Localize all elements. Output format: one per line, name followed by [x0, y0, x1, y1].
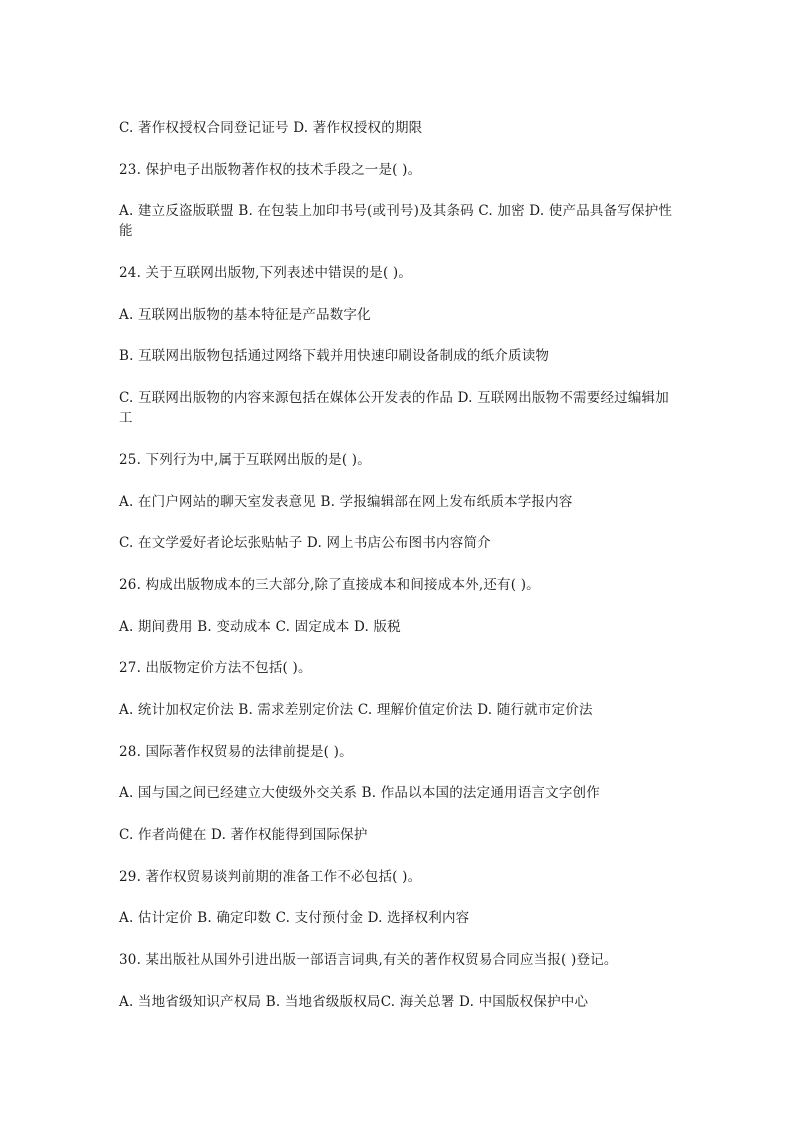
question-24-option-b: B. 互联网出版物包括通过网络下载并用快速印刷设备制成的纸介质读物	[119, 348, 550, 365]
question-28: 28. 国际著作权贸易的法律前提是( )。	[119, 743, 353, 760]
question-28-options-ab: A. 国与国之间已经建立大使级外交关系 B. 作品以本国的法定通用语言文字创作	[119, 785, 600, 802]
document-body	[119, 118, 679, 1033]
question-26: 26. 构成出版物成本的三大部分,除了直接成本和间接成本外,还有( )。	[119, 576, 540, 593]
question-23-options: A. 建立反盗版联盟 B. 在包装上加印书号(或刊号)及其条码 C. 加密 D. 使产品具备写保护性能	[119, 203, 673, 240]
question-27-options: A. 统计加权定价法 B. 需求差别定价法 C. 理解价值定价法 D. 随行就市定价法	[119, 701, 593, 718]
answer-options-line: C. 著作权授权合同登记证号 D. 著作权授权的期限	[119, 120, 423, 136]
question-30-options: A. 当地省级知识产权局 B. 当地省级版权局C. 海关总署 D. 中国版权保护中心	[119, 993, 589, 1010]
question-25: 25. 下列行为中,属于互联网出版的是( )。	[119, 451, 371, 468]
question-25-options-ab: A. 在门户网站的聊天室发表意见 B. 学报编辑部在网上发布纸质本学报内容	[119, 493, 573, 510]
question-25-options-cd: C. 在文学爱好者论坛张贴帖子 D. 网上书店公布图书内容简介	[119, 535, 491, 552]
question-24-option-a: A. 互联网出版物的基本特征是产品数字化	[119, 306, 371, 323]
question-24: 24. 关于互联网出版物,下列表述中错误的是( )。	[119, 265, 413, 282]
question-23: 23. 保护电子出版物著作权的技术手段之一是( )。	[119, 161, 422, 178]
question-29: 29. 著作权贸易谈判前期的准备工作不必包括( )。	[119, 868, 422, 885]
question-28-options-cd: C. 作者尚健在 D. 著作权能得到国际保护	[119, 827, 368, 843]
question-29-options: A. 估计定价 B. 确定印数 C. 支付预付金 D. 选择权利内容	[119, 910, 470, 927]
question-24-options-cd: C. 互联网出版物的内容来源包括在媒体公开发表的作品 D. 互联网出版物不需要经过编辑加工	[119, 390, 669, 427]
question-30: 30. 某出版社从国外引进出版一部语言词典,有关的著作权贸易合同应当报( )登记。	[119, 952, 618, 969]
question-27: 27. 出版物定价方法不包括( )。	[119, 660, 312, 677]
question-26-options: A. 期间费用 B. 变动成本 C. 固定成本 D. 版税	[119, 618, 401, 635]
